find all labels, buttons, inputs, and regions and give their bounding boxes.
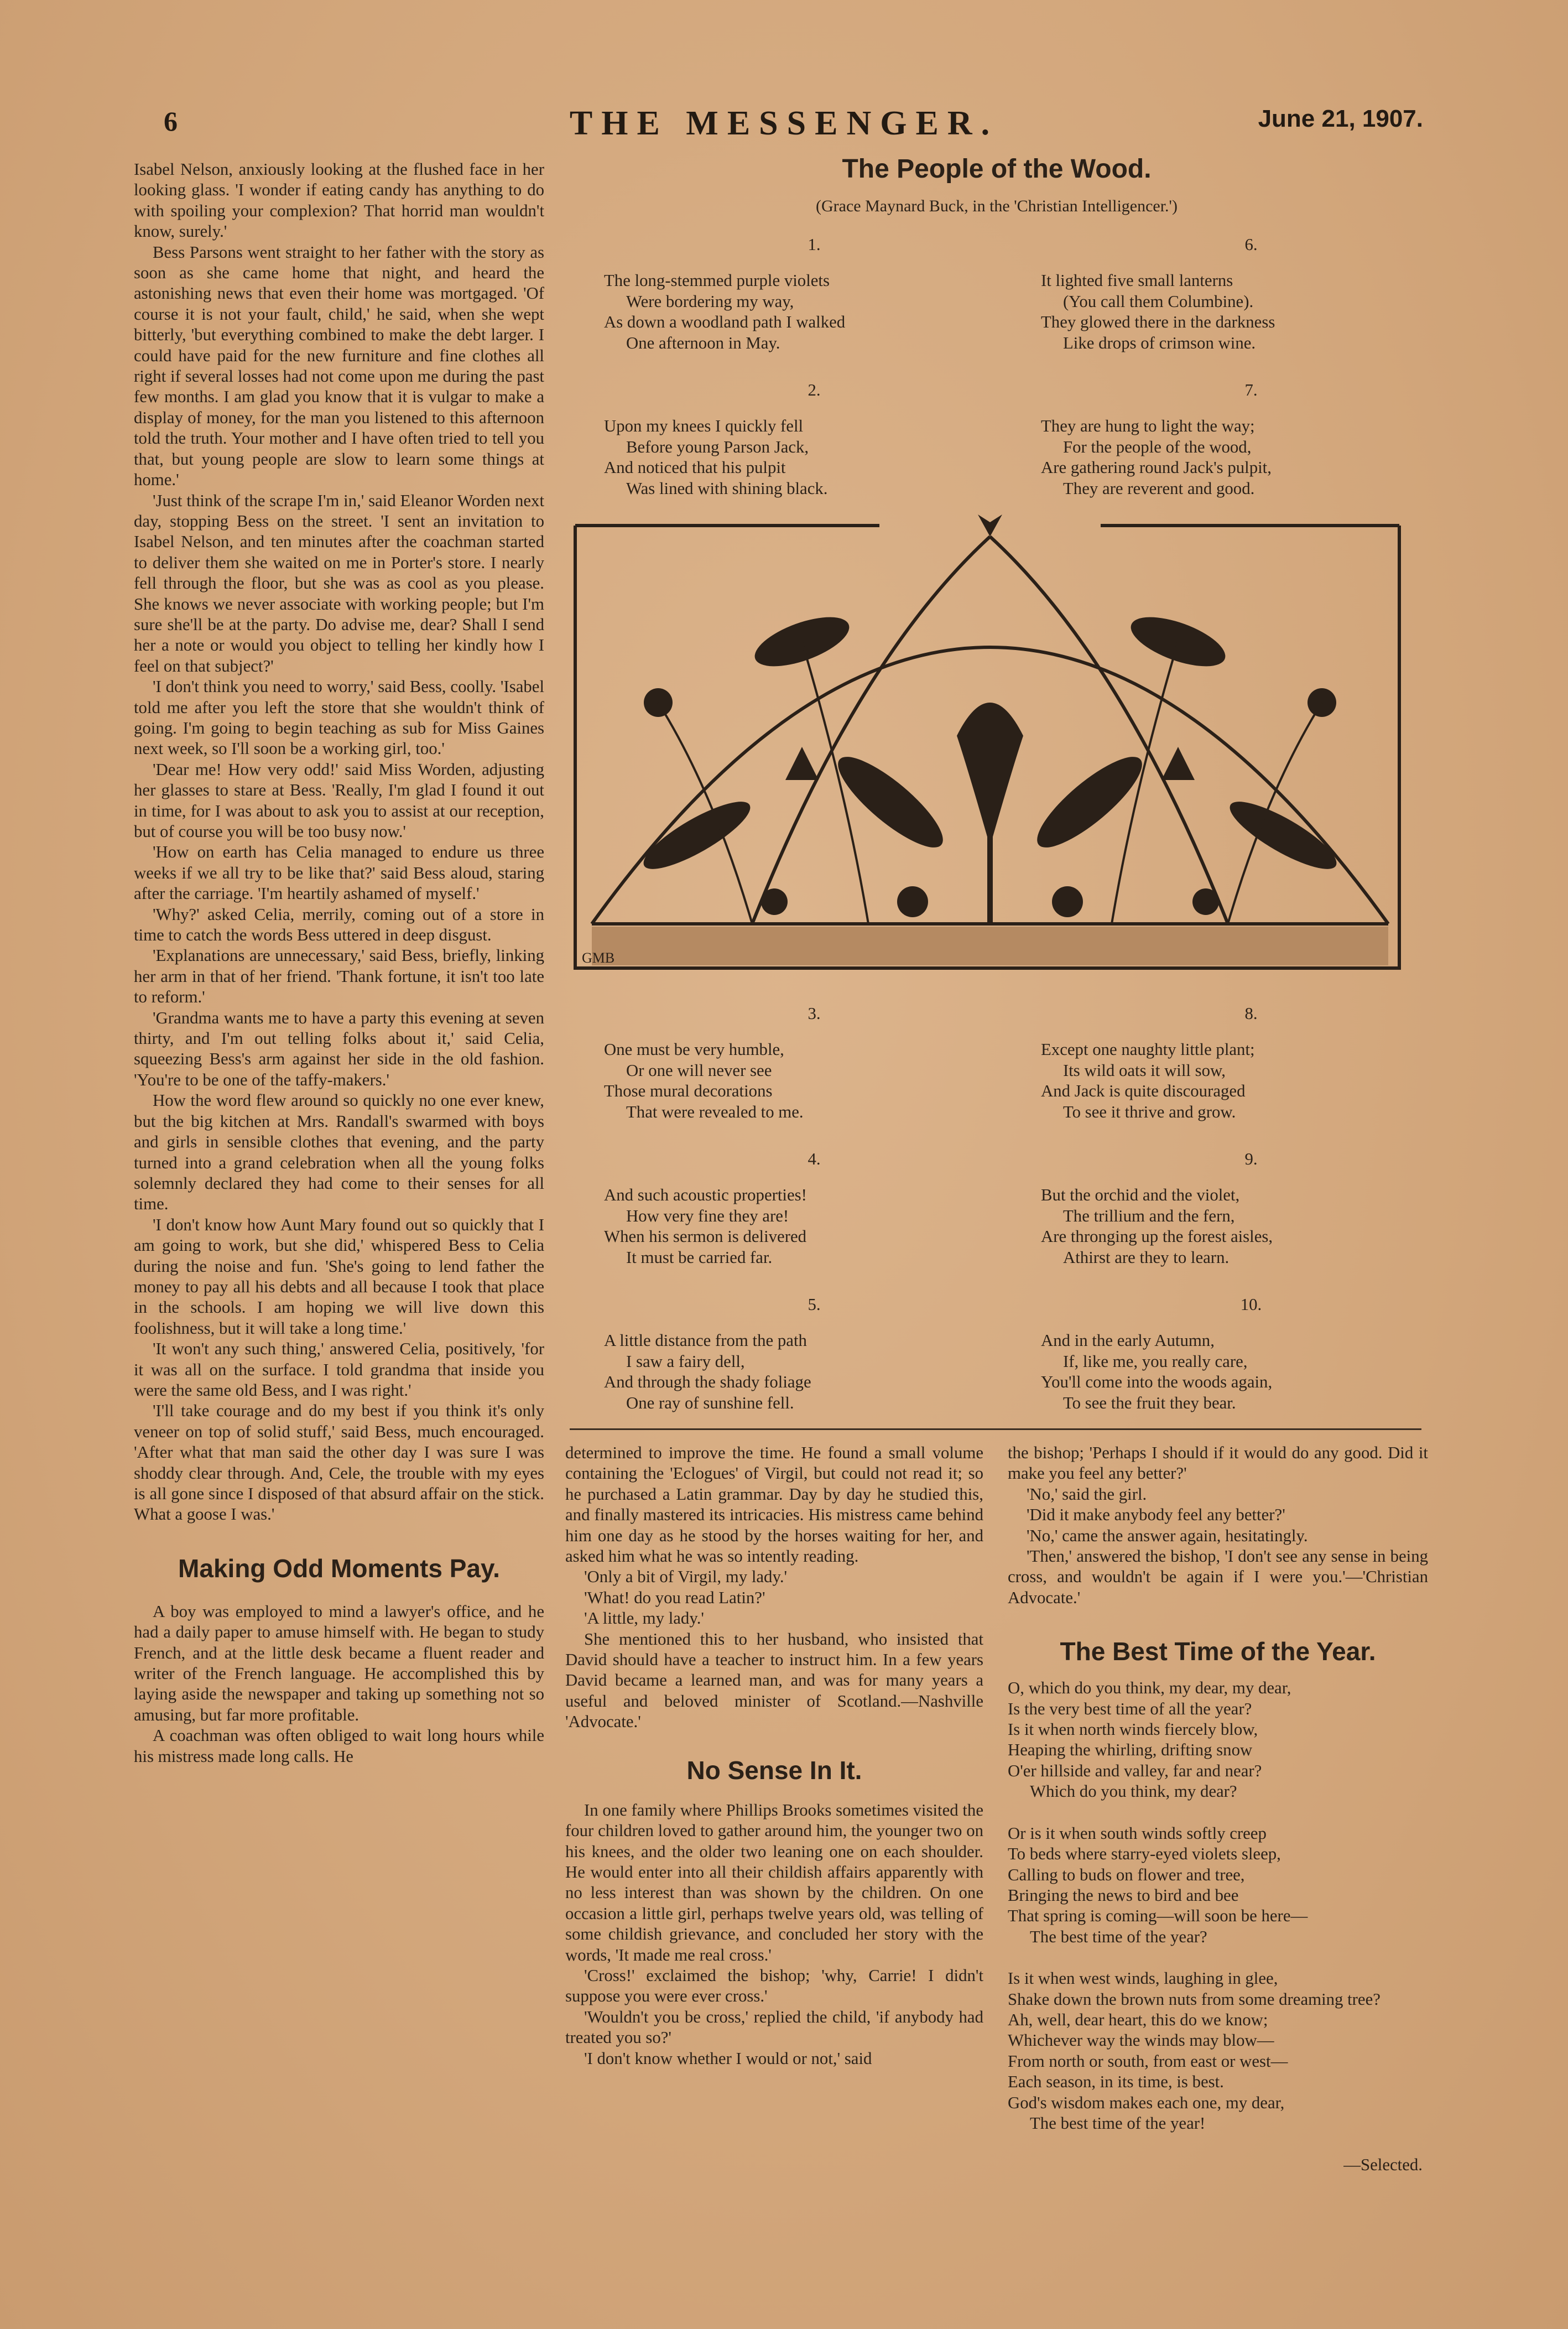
poem-verse — [604, 1004, 1024, 1122]
verse-line: You'll come into the woods again, — [1041, 1373, 1273, 1392]
paragraph: the bishop; 'Perhaps I should if it would do any good. Did it make you feel any better?' — [1008, 1443, 1428, 1483]
poem-verses-bottom-left — [604, 1004, 1024, 1440]
poem-signature: —Selected. — [1343, 2155, 1423, 2175]
verse-line: The long-stemmed purple violets — [604, 271, 830, 290]
paragraph: 'What! do you read Latin?' — [584, 1588, 765, 1607]
poem-stanza — [1008, 1678, 1428, 1802]
poem-verses-top-left — [604, 235, 1024, 526]
verse-line: Are thronging up the forest aisles, — [1041, 1227, 1273, 1246]
paragraph: 'Did it make anybody feel any better?' — [1027, 1505, 1285, 1525]
poem-line: Heaping the whirling, drifting snow — [1008, 1740, 1253, 1760]
paragraph: Bess Parsons went straight to her father with the story as soon as she came home that night, and heard the astonishing news that even their home was mortgaged. 'Of course it is not your fault, child,' he said, when she wept bitterly, 'but everything combined to make the debt larger. I could have paid for the new furniture and fine clothes all right if several losses had not come upon me during the past few months. I am glad you know that it is vulgar to make a display of money, for the man you listened to this afternoon told the truth. Your mother and I have often tried to tell you that, but young people are slow to learn some things at home.' — [134, 242, 544, 490]
issue-date: June 21, 1907. — [1258, 105, 1423, 132]
poem-line: Is it when west winds, laughing in glee, — [1008, 1969, 1278, 1988]
poem-verse — [1041, 1149, 1461, 1268]
poem-verse — [1041, 235, 1461, 353]
verse-line: The trillium and the fern, — [1063, 1206, 1235, 1225]
paragraph: 'No,' came the answer again, hesitatingly. — [1027, 1526, 1308, 1545]
verse-line: Were bordering my way, — [626, 292, 794, 311]
verse-line: To see it thrive and grow. — [1063, 1102, 1236, 1121]
page-number: 6 — [164, 106, 178, 137]
paragraph: A boy was employed to mind a lawyer's office, and he had a daily paper to amuse himself with. He began to study French, and at the little desk became a fluent reader and writer of the French language. He accomplished this by laying aside the newspaper and taking up something not so amusing, but far more profitable. — [134, 1602, 544, 1724]
paragraph: 'No,' said the girl. — [1027, 1484, 1147, 1504]
paragraph: 'Grandma wants me to have a party this evening at seven thirty, and I'm out telling folks about it,' said Celia, squeezing Bess's arm against her side in the old fashion. 'You're to be one of the taffy-makers.' — [134, 1008, 544, 1089]
poem-line: Ah, well, dear heart, this do we know; — [1008, 2010, 1268, 2029]
poem-line: O, which do you think, my dear, my dear, — [1008, 1678, 1291, 1698]
verse-line: If, like me, you really care, — [1063, 1351, 1248, 1371]
verse-line: And noticed that his pulpit — [604, 458, 786, 477]
paragraph: Isabel Nelson, anxiously looking at the flushed face in her looking glass. 'I wonder if eating candy has anything to do with spoiling your complexion? That horrid man wouldn't know, surely.' — [134, 160, 544, 241]
poem-verses-bottom-right — [1041, 1004, 1461, 1440]
verse-line: When his sermon is delivered — [604, 1227, 807, 1246]
verse-line: It must be carried far. — [626, 1247, 773, 1267]
paragraph: 'Then,' answered the bishop, 'I don't see any sense in being cross, and wouldn't be again if I were you.'—'Christian Advocate.' — [1008, 1547, 1428, 1607]
poem-line: Or is it when south winds softly creep — [1008, 1823, 1267, 1843]
verse-line: To see the fruit they bear. — [1063, 1393, 1236, 1412]
verse-line: That were revealed to me. — [626, 1102, 804, 1121]
paragraph: 'I don't know how Aunt Mary found out so quickly that I am going to work, but she did,' whispered Bess to Celia during the noise and fun. 'She's going to lend father the money to pay all his debts and all because I took that place in the schools. I am hoping we will live down this foolishness, but it will take a long time.' — [134, 1215, 544, 1338]
paragraph: 'How on earth has Celia managed to endure us three weeks if we all try to be like that?' said Bess aloud, staring after the carriage. 'I'm heartily ashamed of myself.' — [134, 843, 544, 903]
illustration-monogram: GMB — [582, 950, 615, 966]
verse-line: They glowed there in the darkness — [1041, 313, 1275, 332]
verse-line: But the orchid and the violet, — [1041, 1186, 1240, 1205]
paragraph: 'It won't any such thing,' answered Celia, positively, 'for it was all on the surface. I told grandma that inside you were the same old Bess, and I was right.' — [134, 1339, 544, 1400]
poem-verse — [1041, 380, 1461, 499]
paragraph: 'Only a bit of Virgil, my lady.' — [584, 1567, 788, 1587]
paragraph: In one family where Phillips Brooks sometimes visited the four children loved to gather around him, the younger two on his knees, and the older two leaning one on each shoulder. He would enter into all their childish affairs apparently with no less interest than was shown by the children. On one occasion a little girl, perhaps twelve years old, was telling of some childish grievance, and concluded her story with the words, 'It made me real cross.' — [565, 1800, 983, 1964]
poem-line: Each season, in its time, is best. — [1008, 2072, 1224, 2092]
woodland-flowers-illustration — [570, 514, 1410, 979]
verse-line: A little distance from the path — [604, 1331, 807, 1350]
paragraph: 'Dear me! How very odd!' said Miss Worden, adjusting her glasses to stare at Bess. 'Really, I'm glad I found it out in time, for I was about to ask you to assist at our reception, but of course you will be too busy now.' — [134, 760, 544, 841]
verse-line: Those mural decorations — [604, 1082, 773, 1101]
verse-line: Was lined with shining black. — [626, 479, 828, 498]
verse-number: 6. — [1244, 235, 1258, 254]
poem-line: The best time of the year? — [1030, 1927, 1207, 1946]
column-right — [1008, 1443, 1428, 2184]
verse-line: Are gathering round Jack's pulpit, — [1041, 458, 1272, 477]
verse-number: 5. — [808, 1295, 821, 1314]
paragraph: determined to improve the time. He found a small volume containing the 'Eclogues' of Virgil, but could not read it; so he purchased a Latin grammar. Day by day he studied this, and finally mastered its intricacies. His mistress came behind him one day as he stood by the horses waiting for her, and asked him what he was so intently reading. — [565, 1443, 983, 1566]
paragraph: 'I don't know whether I would or not,' said — [584, 2049, 872, 2068]
verse-line: One afternoon in May. — [626, 333, 780, 352]
paragraph: How the word flew around so quickly no one ever knew, but the big kitchen at Mrs. Randall's swarmed with boys and girls in sensible clothes that evening, and the party turned into a grand celebration when all the young folks solemnly declared they had come to their senses for all time. — [134, 1091, 544, 1214]
verse-line: Before young Parson Jack, — [626, 437, 809, 456]
verse-line: Athirst are they to learn. — [1063, 1247, 1230, 1267]
poem-line: From north or south, from east or west— — [1008, 2051, 1288, 2071]
poem-verse — [1041, 1295, 1461, 1413]
verse-line: They are reverent and good. — [1063, 479, 1255, 498]
verse-number: 7. — [1244, 381, 1258, 400]
verse-line: They are hung to light the way; — [1041, 417, 1255, 436]
verse-line: Except one naughty little plant; — [1041, 1040, 1255, 1059]
verse-line: Or one will never see — [626, 1060, 772, 1080]
verse-number: 2. — [808, 381, 821, 400]
poem-verse — [604, 380, 1024, 499]
poem-best-time — [1008, 1678, 1428, 2176]
poem-line: Shake down the brown nuts from some dreaming tree? — [1008, 1989, 1381, 2009]
verse-line: Like drops of crimson wine. — [1063, 333, 1256, 352]
verse-number: 10. — [1240, 1295, 1262, 1314]
verse-line: As down a woodland path I walked — [604, 313, 846, 332]
verse-line: And Jack is quite discouraged — [1041, 1082, 1246, 1101]
verse-line: I saw a fairy dell, — [626, 1351, 745, 1371]
paragraph: A coachman was often obliged to wait long hours while his mistress made long calls. He — [134, 1726, 544, 1766]
paragraph: 'I don't think you need to worry,' said Bess, coolly. 'Isabel told me after you left the store that she wouldn't think of going. I'm going to begin teaching as sub for Miss Gaines next week, so I'll soon be a working girl, too.' — [134, 677, 544, 758]
paragraph: 'Why?' asked Celia, merrily, coming out of a store in time to catch the words Bess uttered in deep disgust. — [134, 904, 544, 945]
column-middle — [565, 1443, 983, 2184]
verse-number: 9. — [1244, 1150, 1258, 1169]
poem-line: Whichever way the winds may blow— — [1008, 2031, 1274, 2050]
verse-line: And such acoustic properties! — [604, 1186, 807, 1205]
verse-line: And through the shady foliage — [604, 1373, 811, 1392]
poem-verses-top-right — [1041, 235, 1461, 526]
paragraph: 'Wouldn't you be cross,' replied the child, 'if anybody had treated you so?' — [565, 2007, 983, 2047]
poem-line: Is it when north winds fiercely blow, — [1008, 1720, 1258, 1739]
poem-line: Which do you think, my dear? — [1030, 1782, 1237, 1801]
poem-line: God's wisdom makes each one, my dear, — [1008, 2093, 1285, 2112]
verse-line: Its wild oats it will sow, — [1063, 1060, 1226, 1080]
verse-number: 1. — [808, 235, 821, 254]
paragraph: 'A little, my lady.' — [584, 1609, 704, 1628]
poem-stanza — [1008, 1823, 1428, 1947]
poem-verse — [604, 1295, 1024, 1413]
poem-verse — [1041, 1004, 1461, 1122]
paragraph: 'Just think of the scrape I'm in,' said Eleanor Worden next day, stopping Bess on the street. 'I sent an invitation to Isabel Nelson, and ten minutes after the coachman started to deliver them she waited on me in Porter's store. I nearly fell through the floor, but she was as cool as you please. She knows we never associate with working people; but I'm sure she'll be at the party. Do advise me, dear? Shall I send her a note or would you object to telling her kindly how I feel on that subject?' — [134, 491, 544, 675]
verse-line: For the people of the wood, — [1063, 437, 1252, 456]
verse-line: How very fine they are! — [626, 1206, 789, 1225]
paragraph: 'I'll take courage and do my best if you think it's only veneer on top of solid stuff,' said Bess, much encouraged. 'After what that man said the other day I was sure I was shoddy clear through. And, Cele, the trouble with my eyes is all gone since I disposed of that absurd affair on the stick. What a goose I was.' — [134, 1401, 544, 1524]
poem-credit: (Grace Maynard Buck, in the 'Christian Intelligencer.') — [816, 197, 1178, 215]
paragraph: 'Explanations are unnecessary,' said Bess, briefly, linking her arm in that of her friend. 'Thank fortune, it isn't too late to reform.' — [134, 946, 544, 1007]
verse-number: 8. — [1244, 1004, 1258, 1023]
verse-line: One must be very humble, — [604, 1040, 784, 1059]
poem-line: To beds where starry-eyed violets sleep, — [1008, 1844, 1281, 1864]
verse-line: Upon my knees I quickly fell — [604, 417, 804, 436]
poem-title: The People of the Wood. — [842, 154, 1152, 184]
poem-line: O'er hillside and valley, far and near? — [1008, 1761, 1262, 1780]
article-title-odd-moments: Making Odd Moments Pay. — [178, 1553, 500, 1583]
verse-line: And in the early Autumn, — [1041, 1331, 1215, 1350]
verse-line: It lighted five small lanterns — [1041, 271, 1233, 290]
paragraph: 'Cross!' exclaimed the bishop; 'why, Carrie! I didn't suppose you were ever cross.' — [565, 1966, 983, 2006]
masthead-title: THE MESSENGER. — [569, 105, 999, 142]
poem-line: That spring is coming—will soon be here— — [1008, 1906, 1308, 1926]
poem-title-best-time: The Best Time of the Year. — [1060, 1637, 1376, 1666]
poem-line: The best time of the year! — [1030, 2113, 1206, 2133]
column-left — [134, 159, 544, 2190]
verse-line: One ray of sunshine fell. — [626, 1393, 794, 1412]
section-divider — [570, 1428, 1421, 1430]
poem-line: Is the very best time of all the year? — [1008, 1699, 1252, 1718]
verse-number: 3. — [808, 1004, 821, 1023]
poem-line: Calling to buds on flower and tree, — [1008, 1865, 1245, 1884]
verse-line: (You call them Columbine). — [1063, 292, 1254, 311]
verse-number: 4. — [808, 1150, 821, 1169]
poem-verse — [604, 235, 1024, 353]
article-title-no-sense: No Sense In It. — [686, 1755, 862, 1785]
poem-verse — [604, 1149, 1024, 1268]
poem-stanza — [1008, 1968, 1428, 2134]
poem-line: Bringing the news to bird and bee — [1008, 1885, 1239, 1905]
paragraph: She mentioned this to her husband, who insisted that David should have a teacher to instruct him. In a few years David became a learned man, and was for many years a useful and beloved minister of Scotland.—Nashville 'Advocate.' — [565, 1629, 983, 1732]
